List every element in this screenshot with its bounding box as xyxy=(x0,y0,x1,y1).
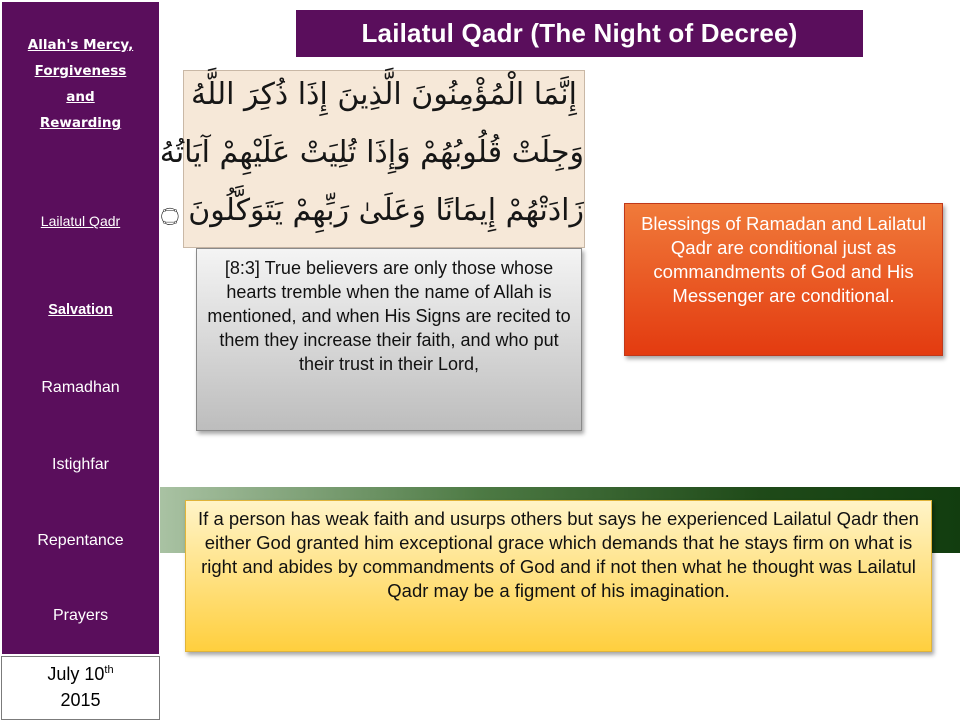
sidebar-heading-line: Forgiveness xyxy=(34,63,127,79)
sidebar-item-repentance[interactable]: Repentance xyxy=(37,532,124,549)
date-month-day xyxy=(2,661,159,687)
date-suffix: th xyxy=(104,664,114,676)
sidebar-nav xyxy=(2,2,159,654)
sidebar-heading[interactable] xyxy=(2,32,159,136)
sidebar-item-prayers[interactable]: Prayers xyxy=(52,607,109,624)
date-box xyxy=(1,656,160,720)
page-title: Lailatul Qadr (The Night of Decree) xyxy=(296,10,863,57)
blessings-callout: Blessings of Ramadan and Lailatul Qadr are conditional just as commandments of God and His Messenger are conditional. xyxy=(624,203,943,356)
note-callout: If a person has weak faith and usurps others but says he experienced Lailatul Qadr then either God granted him exceptional grace which demands that he stays firm on what is right and abides by commandments of God and if not then what he thought was Lailatul Qadr may be a figment of his imagination. xyxy=(185,500,932,652)
sidebar-heading-line: and xyxy=(66,89,95,105)
sidebar-item-istighfar[interactable]: Istighfar xyxy=(52,456,109,473)
arabic-verse-line: زَادَتْهُمْ إِيمَانًا وَعَلَىٰ رَبِّهِمْ يَتَوَكَّلُونَ ۝ xyxy=(161,193,584,228)
arabic-verse-image xyxy=(159,70,585,248)
sidebar-item-lailatul-qadr[interactable]: Lailatul Qadr xyxy=(40,213,121,229)
arabic-verse-line: وَجِلَتْ قُلُوبُهُمْ وَإِذَا تُلِيَتْ عَلَيْهِمْ آيَاتُهُ xyxy=(159,135,584,170)
sidebar-heading-line: Rewarding xyxy=(39,115,122,131)
date-month-day-text: July 10 xyxy=(47,664,105,684)
date-year: 2015 xyxy=(60,690,101,710)
sidebar-heading-line: Allah's Mercy, xyxy=(27,37,134,53)
sidebar-item-salvation[interactable]: Salvation xyxy=(48,302,113,318)
verse-translation-box: [8:3] True believers are only those whose hearts tremble when the name of Allah is mentioned, and when His Signs are recited to them they increase their faith, and who put their trust in their Lord, xyxy=(196,248,582,431)
arabic-verse-line: إِنَّمَا الْمُؤْمِنُونَ الَّذِينَ إِذَا ذُكِرَ اللَّهُ xyxy=(191,77,577,112)
sidebar-item-ramadhan[interactable]: Ramadhan xyxy=(41,379,120,396)
